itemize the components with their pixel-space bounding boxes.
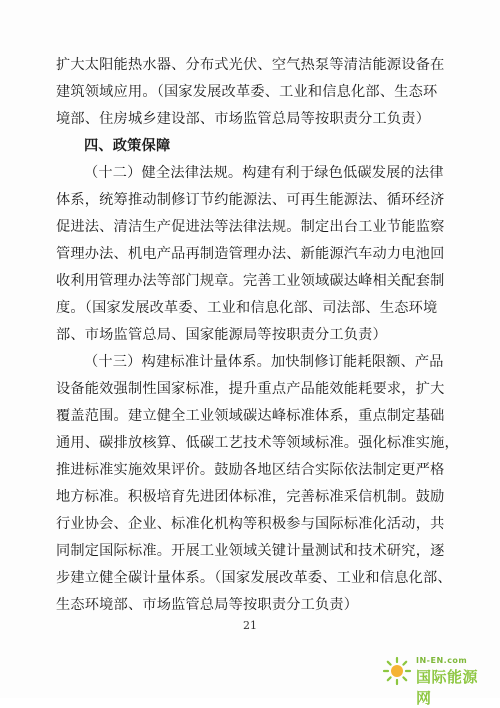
text-line: 管理办法、机电产品再制造管理办法、新能源汽车动力电池回: [56, 246, 445, 262]
watermark-name: 国际能源网: [416, 668, 479, 707]
text-line: （十三）构建标准计量体系。加快制修订能耗限额、产品: [84, 354, 444, 370]
text-line: 覆盖范围。建立健全工业领域碳达峰标准体系，重点制定基础: [56, 408, 445, 424]
page-number: 21: [243, 619, 257, 632]
text-line: （十二）健全法律法规。构建有利于绿色低碳发展的法律: [84, 165, 444, 181]
text-line: 行业协会、企业、标准化机构等积极参与国际标准化活动，共: [56, 516, 445, 532]
text-line: 推进标准实施效果评价。鼓励各地区结合实际依法制定更严格: [56, 462, 445, 478]
text-line: 部、市场监管总局、国家能源局等按职责分工负责）: [56, 327, 387, 343]
text-line: 境部、住房城乡建设部、市场监管总局等按职责分工负责）: [56, 111, 431, 127]
text-line: 扩大太阳能热水器、分布式光伏、空气热泵等清洁能源设备在: [56, 57, 445, 73]
text-line: 生态环境部、市场监管总局等按职责分工负责）: [56, 597, 359, 613]
sun-logo-icon: [382, 656, 412, 686]
watermark-domain: IN-EN.com: [416, 656, 468, 665]
text-line: 度。（国家发展改革委、工业和信息化部、司法部、生态环境: [56, 300, 438, 316]
body-text: [56, 52, 459, 619]
text-line: 地方标准。积极培育先进团体标准，完善标准采信机制。鼓励: [56, 489, 445, 505]
text-line: 促进法、清洁生产促进法等法律法规。制定出台工业节能监察: [56, 219, 445, 235]
watermark-logo: [382, 654, 486, 707]
text-line: 步建立健全碳计量体系。（国家发展改革委、工业和信息化部、: [56, 570, 452, 586]
text-line: 通用、碳排放核算、低碳工艺技术等领域标准。强化标准实施，: [56, 435, 459, 451]
text-line: 体系，统筹推动制修订节约能源法、可再生能源法、循环经济: [56, 192, 445, 208]
text-line: 建筑领域应用。（国家发展改革委、工业和信息化部、生态环: [56, 84, 438, 100]
text-line: 同制定国际标准。开展工业领域关键计量测试和技术研究，逐: [56, 543, 445, 559]
section-heading: 四、政策保障: [84, 138, 171, 154]
text-line: 设备能效强制性国家标准，提升重点产品能效能耗要求，扩大: [56, 381, 445, 397]
text-line: 收利用管理办法等部门规章。完善工业领域碳达峰相关配套制: [56, 273, 445, 289]
